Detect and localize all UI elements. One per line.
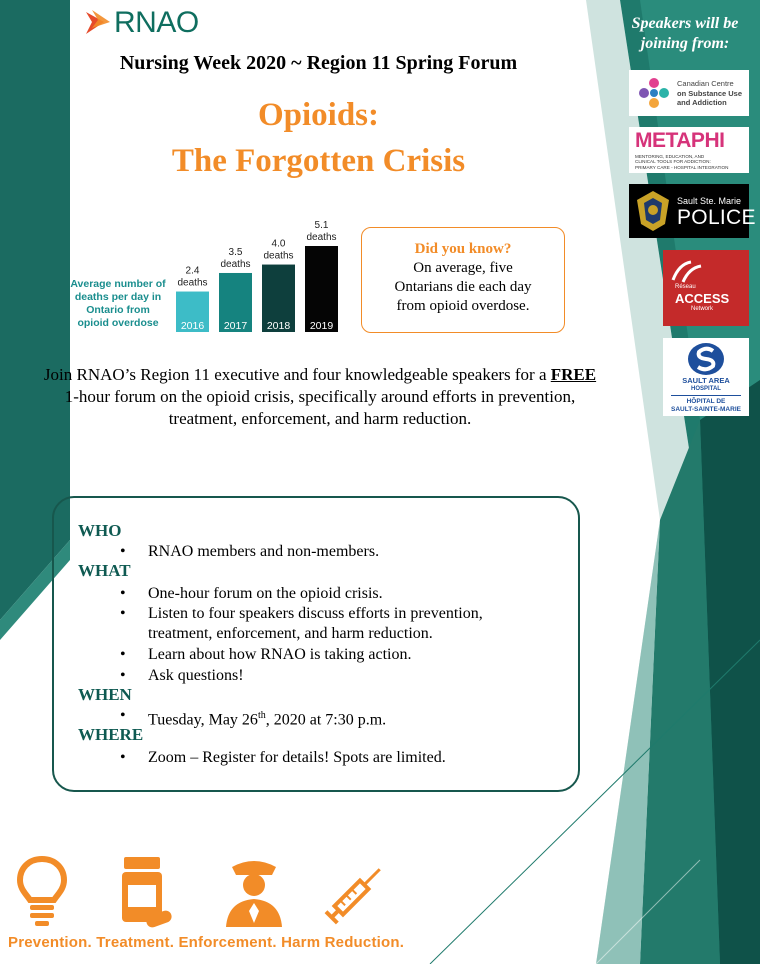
access-swirl-icon xyxy=(671,258,705,284)
tagline: Prevention. Treatment. Enforcement. Harm Reduction. xyxy=(8,934,405,951)
bar-category-label: 2019 xyxy=(309,320,334,332)
deaths-bar-chart xyxy=(170,208,356,334)
when-heading: WHEN xyxy=(78,685,132,704)
stat-label: Average number of deaths per day in Ontario from opioid overdose xyxy=(70,278,166,329)
where-heading: WHERE xyxy=(78,725,144,744)
rnao-flame-icon xyxy=(84,8,114,38)
bar-category-label: 2016 xyxy=(180,320,205,332)
did-you-know-heading: Did you know? xyxy=(414,241,512,257)
join-free: FREE xyxy=(550,365,597,384)
join-paragraph xyxy=(40,364,600,430)
rnao-logo xyxy=(84,6,199,40)
bar-value-label: 4.0 xyxy=(271,238,286,250)
bar-value-label: 2.4 xyxy=(185,265,200,277)
ccsa-flower-icon xyxy=(637,76,671,110)
rnao-logo-text: RNAO xyxy=(114,6,199,39)
bar-value-label: 3.5 xyxy=(228,246,243,258)
police-officer-icon xyxy=(222,855,286,929)
pill-bottle-icon xyxy=(120,855,172,929)
lightbulb-icon xyxy=(14,855,70,929)
bar-value-label: 5.1 xyxy=(314,220,329,231)
police-logo: Sault Ste. Marie POLICE xyxy=(629,184,749,238)
bar-category-label: 2018 xyxy=(266,320,291,332)
did-you-know-box xyxy=(361,227,565,333)
sault-area-hospital-logo: SAULT AREA HOSPITAL HÔPITAL DE SAULT-SAINTE-MARIE xyxy=(663,338,749,416)
syringe-icon xyxy=(318,858,392,930)
what-heading: WHAT xyxy=(78,561,131,580)
bar-value-label: deaths xyxy=(263,250,294,262)
when-date: Tuesday, May 26 xyxy=(148,711,258,729)
metaphi-logo: METAPHI MENTORING, EDUCATION, AND CLINICAL TOOLS FOR ADDICTION: PRIMARY CARE - HOSPITAL INTEGRATION xyxy=(629,127,749,173)
bar-category-label: 2017 xyxy=(223,320,248,332)
title-line-1: Opioids: xyxy=(257,97,380,133)
when-date-suffix: th xyxy=(257,710,266,721)
bar-value-label: deaths xyxy=(306,232,337,243)
police-badge-icon xyxy=(635,190,671,232)
event-line: Nursing Week 2020 ~ Region 11 Spring Forum xyxy=(119,52,518,74)
page-title xyxy=(0,92,637,184)
access-network-logo: Réseau ACCESS Network xyxy=(663,250,749,326)
title-line-2: The Forgotten Crisis xyxy=(171,143,466,179)
join-text-before: Join RNAO’s Region 11 executive and four knowledgeable speakers for a xyxy=(43,365,547,384)
join-text-after: 1-hour forum on the opioid crisis, specifically around efforts in prevention, treatment, enforcement, and harm reduction. xyxy=(64,387,576,428)
did-you-know-body: On average, five Ontarians die each day from opioid overdose. xyxy=(394,260,532,314)
hospital-s-icon xyxy=(687,342,725,376)
sidebar-heading: Speakers will be joining from: xyxy=(631,15,739,52)
who-heading: WHO xyxy=(78,521,122,540)
when-time: , 2020 at 7:30 p.m. xyxy=(265,711,387,729)
ccsa-logo: Canadian Centre on Substance Use and Addiction xyxy=(629,70,749,116)
bar-value-label: deaths xyxy=(220,258,251,270)
bar-value-label: deaths xyxy=(177,277,208,289)
